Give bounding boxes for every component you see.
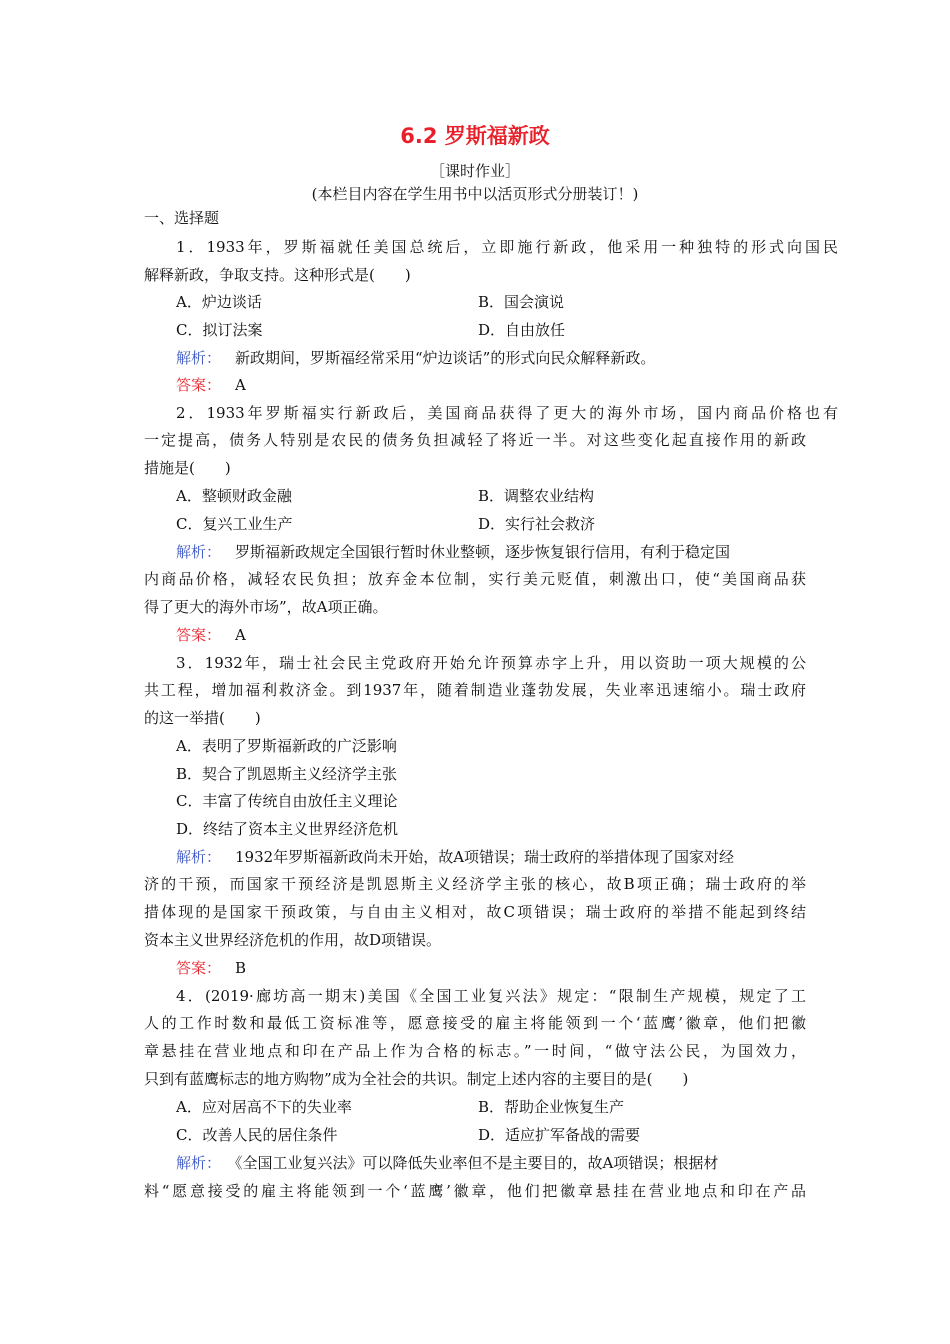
q1-stem-line2: 解释新政，争取支持。这种形式是( ) (144, 266, 411, 284)
q1-option-c: C．拟订法案 (176, 321, 263, 339)
q4-analysis-text: 《全国工业复兴法》可以降低失业率但不是主要目的，故A项错误；根据材 (235, 1154, 719, 1172)
q3-stem-line2: 共工程，增加福利救济金。到1937年，随着制造业蓬勃发展，失业率迅速缩小。瑞士政府 (144, 681, 806, 699)
q3-analysis-text: 1932年罗斯福新政尚未开始，故A项错误；瑞士政府的举措体现了国家对经 (235, 848, 735, 866)
analysis-label: 解析： (176, 848, 222, 866)
q4-stem-line4: 只到有蓝鹰标志的地方购物”成为全社会的共识。制定上述内容的主要目的是( ) (144, 1070, 689, 1088)
q3-option-c: C．丰富了传统自由放任主义理论 (176, 792, 398, 810)
q4-option-b: B．帮助企业恢复生产 (478, 1098, 625, 1116)
q1-analysis (176, 347, 655, 368)
q4-stem-line3: 章悬挂在营业地点和印在产品上作为合格的标志。”一时间，“做守法公民，为国效力， (144, 1042, 806, 1060)
q2-answer-value: A (235, 626, 246, 644)
q2-stem-line3: 措施是( ) (144, 459, 231, 477)
answer-label: 答案： (176, 626, 222, 644)
analysis-label: 解析： (176, 1154, 222, 1172)
q3-stem-line1: 3．1932年，瑞士社会民主党政府开始允许预算赤字上升，用以资助一项大规模的公 (176, 654, 806, 672)
analysis-label: 解析： (176, 349, 222, 367)
q3-analysis-line3: 措体现的是国家干预政策，与自由主义相对，故C项错误；瑞士政府的举措不能起到终结 (144, 903, 806, 921)
section-heading: 一、选择题 (144, 209, 220, 227)
q2-option-d: D．实行社会救济 (478, 515, 596, 533)
q3-stem-line3: 的这一举措( ) (144, 709, 261, 727)
page-subtitle: ［课时作业］ (429, 162, 520, 180)
q4-option-d: D．适应扩军备战的需要 (478, 1126, 641, 1144)
q4-option-c: C．改善人民的居住条件 (176, 1126, 338, 1144)
q1-answer-value: A (235, 376, 246, 394)
q1-stem-line1: 1．1933年，罗斯福就任美国总统后，立即施行新政，他采用一种独特的形式向国民 (176, 238, 838, 256)
q2-answer (176, 624, 246, 645)
q2-analysis-text: 罗斯福新政规定全国银行暂时休业整顿，逐步恢复银行信用，有利于稳定国 (235, 543, 731, 561)
q1-option-d: D．自由放任 (478, 321, 566, 339)
q3-option-d: D．终结了资本主义世界经济危机 (176, 820, 399, 838)
q1-answer (176, 374, 246, 395)
q2-stem-line1: 2．1933年罗斯福实行新政后，美国商品获得了更大的海外市场，国内商品价格也有 (176, 404, 838, 422)
q2-stem-line2: 一定提高，债务人特别是农民的债务负担减轻了将近一半。对这些变化起直接作用的新政 (144, 431, 806, 449)
analysis-label: 解析： (176, 543, 222, 561)
q1-option-b: B．国会演说 (478, 293, 565, 311)
q3-answer-value: B (235, 959, 247, 977)
q4-analysis-line2: 料“愿意接受的雇主将能领到一个‘蓝鹰’徽章，他们把徽章悬挂在营业地点和印在产品 (144, 1182, 806, 1200)
binding-note: (本栏目内容在学生用书中以活页形式分册装订！) (311, 185, 639, 203)
q2-option-a: A．整顿财政金融 (176, 487, 292, 505)
q1-option-a: A．炉边谈话 (176, 293, 262, 311)
q4-option-a: A．应对居高不下的失业率 (176, 1098, 352, 1116)
q3-analysis-line4: 资本主义世界经济危机的作用，故D项错误。 (144, 931, 442, 949)
q1-analysis-text: 新政期间，罗斯福经常采用“炉边谈话”的形式向民众解释新政。 (235, 349, 656, 367)
q4-stem-line1: 4．(2019·廊坊高一期末)美国《全国工业复兴法》规定：“限制生产规模，规定了工 (176, 987, 806, 1005)
answer-label: 答案： (176, 376, 222, 394)
q3-option-a: A．表明了罗斯福新政的广泛影响 (176, 737, 397, 755)
q2-analysis-line3: 得了更大的海外市场”，故A项正确。 (144, 598, 388, 616)
q4-stem-line2: 人的工作时数和最低工资标准等，愿意接受的雇主将能领到一个‘蓝鹰’徽章，他们把徽 (144, 1014, 806, 1032)
q3-option-b: B．契合了凯恩斯主义经济学主张 (176, 765, 398, 783)
answer-label: 答案： (176, 959, 222, 977)
q2-analysis-line1 (176, 541, 730, 562)
q3-analysis-line1 (176, 846, 734, 867)
q2-analysis-line2: 内商品价格，减轻农民负担；放弃金本位制，实行美元贬值，刺激出口，使“美国商品获 (144, 570, 806, 588)
q2-option-b: B．调整农业结构 (478, 487, 595, 505)
page-title: 6.2 罗斯福新政 (400, 124, 550, 148)
q3-answer (176, 957, 246, 978)
q3-analysis-line2: 济的干预，而国家干预经济是凯恩斯主义经济学主张的核心，故B项正确；瑞士政府的举 (144, 875, 806, 893)
q2-option-c: C．复兴工业生产 (176, 515, 293, 533)
q4-analysis-line1 (176, 1152, 718, 1173)
